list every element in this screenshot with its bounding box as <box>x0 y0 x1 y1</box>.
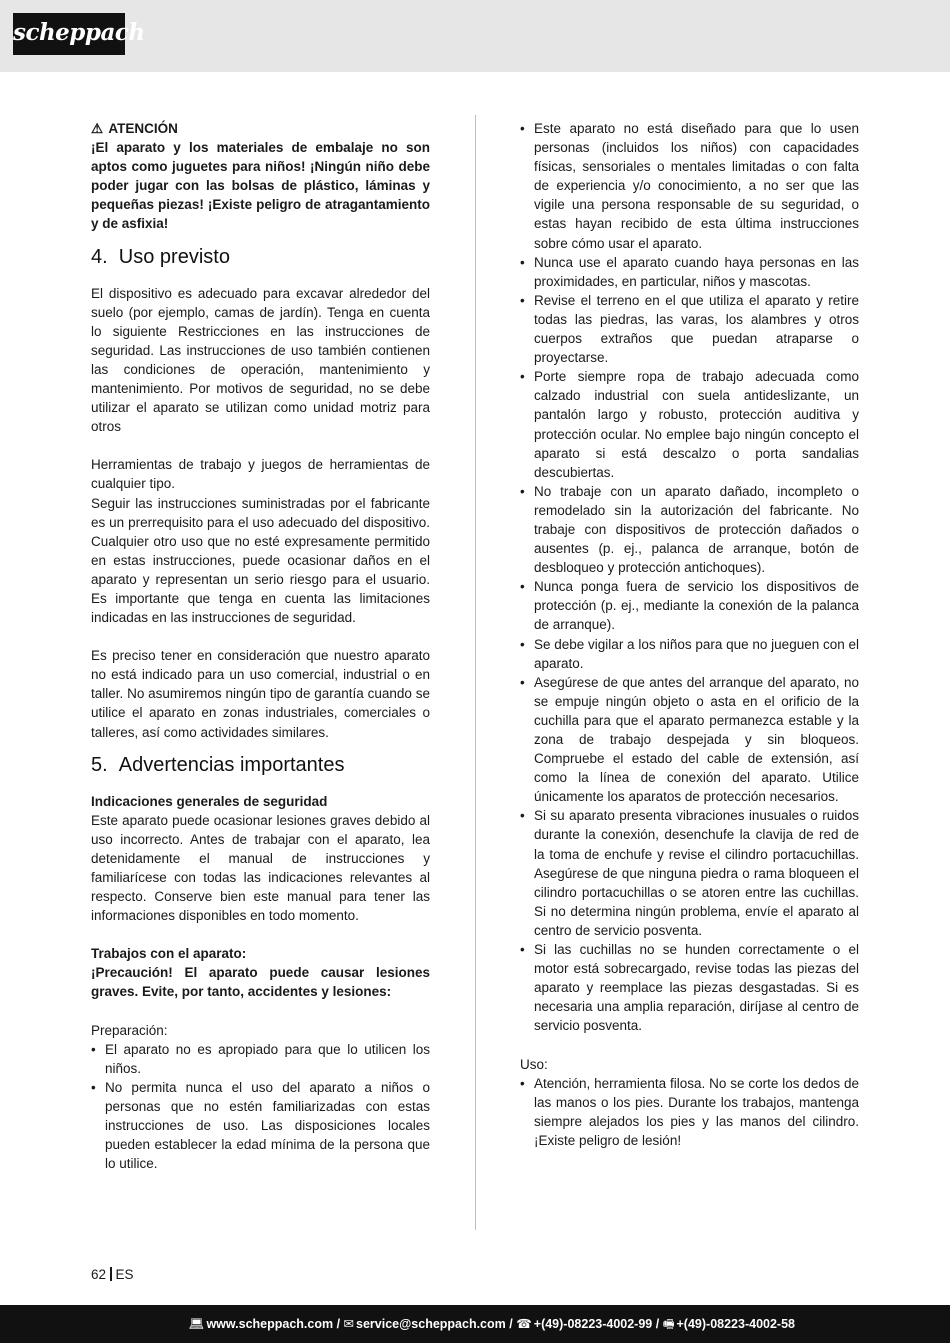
page-footer <box>0 1305 950 1343</box>
section-5-title: 5. Advertencias importantes <box>91 753 345 776</box>
list-item: • El aparato no es apropiado para que lo utilicen los niños. <box>91 1040 430 1078</box>
separator: / <box>333 1317 344 1331</box>
list-item: • Nunca use el aparato cuando haya personas en las proximidades, en particular, niños y mascotas. <box>520 253 859 291</box>
page-number-value: 62 <box>91 1267 107 1282</box>
website-link[interactable]: www.scheppach.com <box>206 1317 334 1331</box>
safety-list <box>520 119 859 1036</box>
list-item: • No permita nunca el uso del aparato a niños o personas que no estén familiarizadas con estas instrucciones de uso. Las disposiciones locales pueden establecer la edad mínima de la persona que lo utilice. <box>91 1078 430 1173</box>
list-item: • Atención, herramienta filosa. No se corte los dedos de las manos o los pies. Durante los trabajos, mantenga siempre alejados los pies y las manos del cilindro. ¡Existe peligro de lesión! <box>520 1074 859 1150</box>
list-item: • Se debe vigilar a los niños para que no jueguen con el aparato. <box>520 635 859 673</box>
section-4-paragraph: Seguir las instrucciones suministradas por el fabricante es un prerrequisito para el uso adecuado del dispositivo. Cualquier otro uso que no esté expresamente permitido en estas instrucciones, puede ocasionar daños en el aparato y representan un serio riesgo para el usuario. Es importante que tenga en cuenta las limitaciones indicadas en las instrucciones de seguridad. <box>91 495 430 626</box>
list-item: • Nunca ponga fuera de servicio los dispositivos de protección (p. ej., mediante la conexión de la palanca de arranque). <box>520 577 859 634</box>
section-4-title: 4. Uso previsto <box>91 245 230 268</box>
list-item: • No trabaje con un aparato dañado, incompleto o remodelado sin la autorización del fabricante. No trabaje con dispositivos de protección dañados o ausentes (p. ej., palanca de arranque, botón de desbloqueo y protección antichoques). <box>520 482 859 577</box>
warning-triangle-icon: ⚠ <box>91 121 104 136</box>
fax-icon: 🖷︎ <box>662 1317 675 1331</box>
list-item: • Si su aparato presenta vibraciones inusuales o ruidos durante la conexión, desenchufe la clavija de red de la toma de enchufe y revise el cilindro portacuchillas. Asegúrese de que ninguna piedra o rama bloqueen el cilindro portacuchillas o se atoren entre las cuchillas. Si no determina ningún problema, envíe el aparato al centro de servicio posventa. <box>520 806 859 940</box>
left-column <box>91 119 430 1173</box>
page-number <box>91 1266 134 1284</box>
brand-logo: scheppach <box>13 13 125 55</box>
section-4-paragraph: Herramientas de trabajo y juegos de herramientas de cualquier tipo. <box>91 457 430 492</box>
language-code: ES <box>115 1267 134 1282</box>
separator: / <box>505 1317 517 1331</box>
contact-line <box>189 1315 795 1333</box>
phone-icon: ☎ <box>516 1317 532 1331</box>
caution-text: ¡Precaución! El aparato puede causar lesiones graves. Evite, por tanto, accidentes y lesiones: <box>91 965 430 1000</box>
preparation-list <box>91 1040 430 1174</box>
right-column <box>520 119 859 1150</box>
fax-number: +(49)-08223-4002-58 <box>676 1317 795 1331</box>
page-header <box>0 0 950 72</box>
section-4-paragraph: Es preciso tener en consideración que nuestro aparato no está indicado para un uso comercial, industrial o en taller. No asumiremos ningún tipo de garantía cuando se utilice el aparato en zonas industriales, comerciales o talleres, así como actividades similares. <box>91 648 430 740</box>
section-5-paragraph: Este aparato puede ocasionar lesiones graves debido al uso incorrecto. Antes de trabajar con el aparato, lea detenidamente el manual de instrucciones y familiarícese con todas las indicaciones relevantes al respecto. Conserve bien este manual para tener las informaciones disponibles en todo momento. <box>91 812 430 924</box>
phone-number: +(49)-08223-4002-99 <box>533 1317 653 1331</box>
list-item: • Este aparato no está diseñado para que lo usen personas (incluidos los niños) con capacidades físicas, sensoriales o mentales limitadas o con falta de experiencia y/o conocimiento, a no ser que las vigile una persona responsable de su seguridad, o estas hayan recibido de esta última instrucciones sobre cómo usar el aparato. <box>520 119 859 253</box>
list-item: • Revise el terreno en el que utiliza el aparato y retire todas las piedras, las varas, los alambres y otros cuerpos extraños que puedan atraparse o proyectarse. <box>520 291 859 367</box>
list-item: • Si las cuchillas no se hunden correctamente o el motor está sobrecargado, revise todas las piezas del aparato y reemplace las piezas desgastadas. Si es necesaria una amplia reparación, diríjase al centro de servicio posventa. <box>520 940 859 1035</box>
subheading-working: Trabajos con el aparato: <box>91 946 247 962</box>
mail-icon: ✉ <box>343 1317 354 1331</box>
email-link[interactable]: service@scheppach.com <box>356 1317 506 1331</box>
computer-icon: 💻︎ <box>188 1317 205 1331</box>
list-item: • Porte siempre ropa de trabajo adecuada como calzado industrial con suela antideslizante, un pantalón largo y robusto, protección auditiva y protección ocular. No emplee bajo ningún concepto el aparato si está descalzo o porta sandalias descubiertas. <box>520 367 859 482</box>
separator: / <box>652 1317 663 1331</box>
use-label: Uso: <box>520 1056 548 1072</box>
page-number-separator <box>110 1267 112 1281</box>
column-divider <box>475 115 476 1230</box>
preparation-label: Preparación: <box>91 1022 168 1038</box>
subheading-general-safety: Indicaciones generales de seguridad <box>91 793 328 809</box>
warning-heading <box>91 119 430 138</box>
warning-title: ATENCIÓN <box>108 121 178 136</box>
list-item: • Asegúrese de que antes del arranque del aparato, no se empuje ningún objeto o asta en el orificio de la cuchilla para que el aparato permanezca estable y la zona de trabajo despejada y sin bloqueos. Compruebe el estado del cable de extensión, así como la línea de conexión del aparato. Utilice únicamente los aparatos de protección necesarios. <box>520 673 859 807</box>
use-list <box>520 1074 859 1150</box>
warning-text: ¡El aparato y los materiales de embalaje no son aptos como juguetes para niños! ¡Ningún niño debe poder jugar con las bolsas de plástico, láminas y pequeñas piezas! ¡Existe peligro de atragantamiento y de asfixia! <box>91 140 430 232</box>
section-4-paragraph: El dispositivo es adecuado para excavar alrededor del suelo (por ejemplo, camas de jardín). Tenga en cuenta lo siguiente Restricciones en las instrucciones de seguridad. Las instrucciones de uso también contienen las condiciones de operación, mantenimiento y mantenimiento. Por motivos de seguridad, no se debe utilizar el aparato se utilizan como unidad motriz para otros <box>91 285 430 435</box>
